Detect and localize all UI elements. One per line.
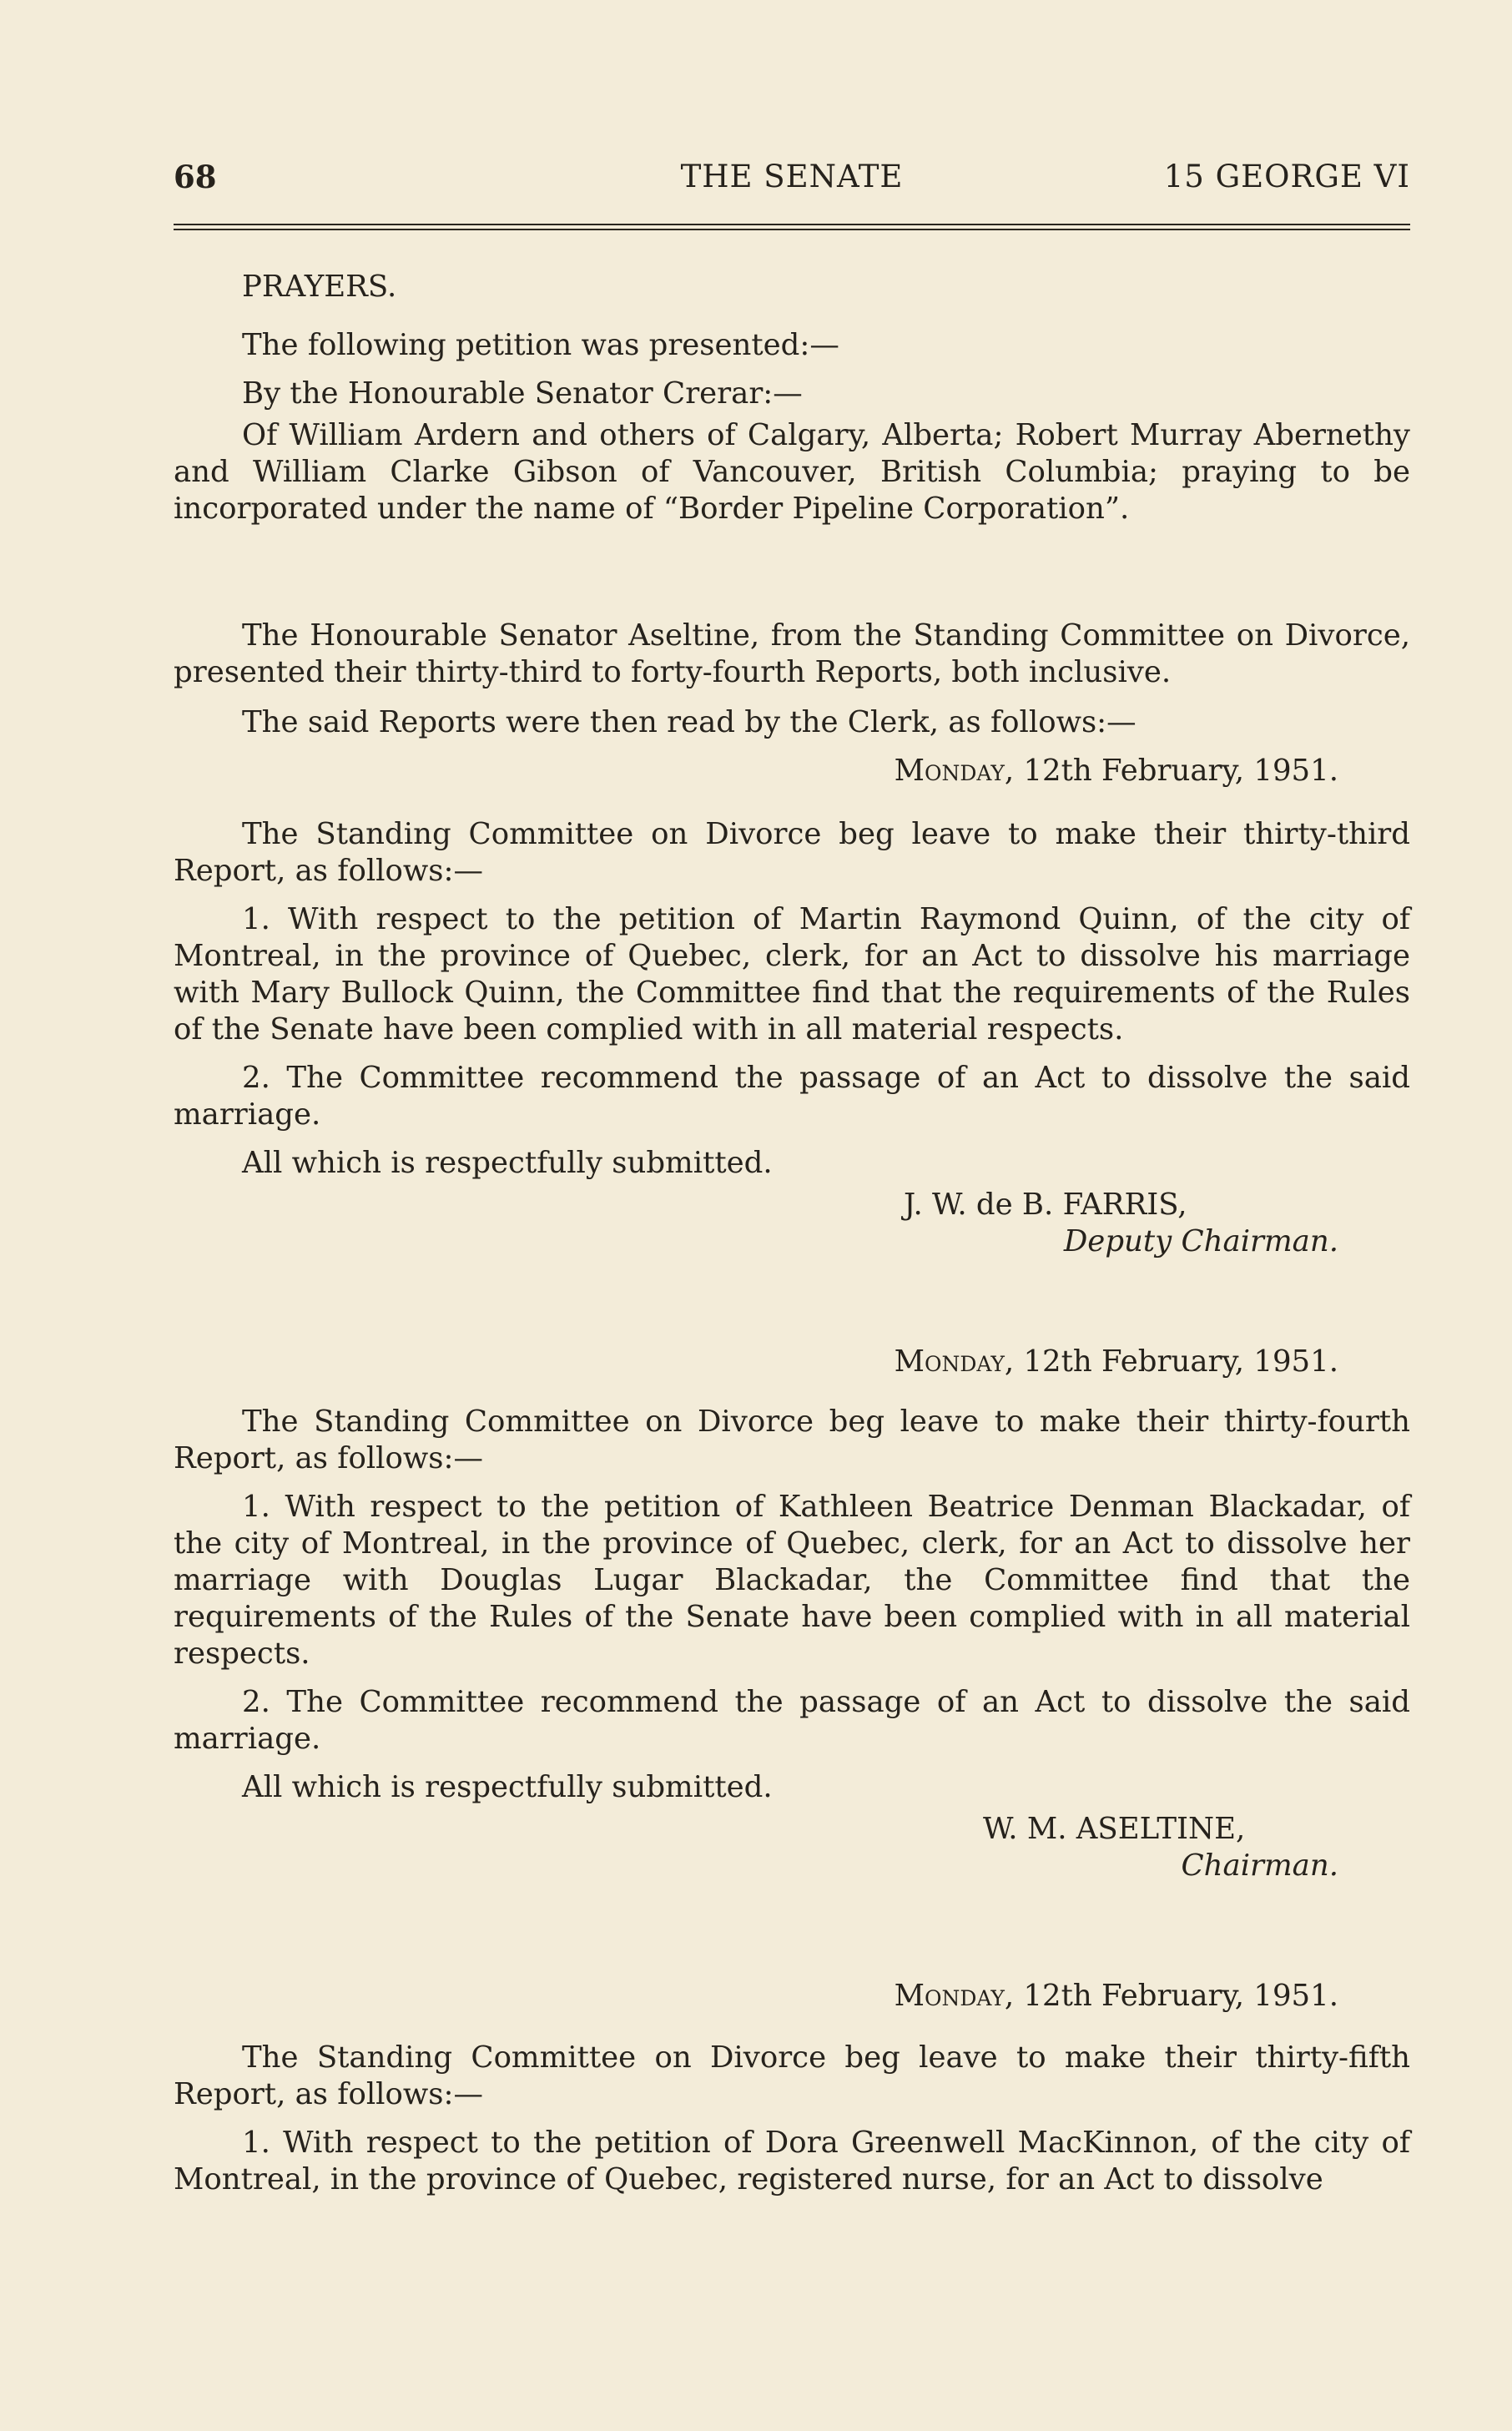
report-signatory: W. M. ASELTINE, bbox=[983, 1812, 1246, 1846]
running-header bbox=[174, 159, 1410, 195]
report-day: Monday bbox=[894, 754, 1005, 788]
report-date: , 12th February, 1951. bbox=[1004, 1344, 1338, 1379]
report-dateline bbox=[174, 753, 1410, 789]
report-item-2: 2. The Committee recommend the passage of an Act to dissolve the said marriage. bbox=[174, 1685, 1410, 1756]
prayers-heading: PRAYERS. bbox=[242, 270, 397, 304]
page-body bbox=[174, 269, 1410, 2198]
report-date: , 12th February, 1951. bbox=[1004, 1979, 1338, 2013]
petition-intro: The following petition was presented:— bbox=[242, 328, 839, 362]
report-item-1: 1. With respect to the petition of Martin Raymond Quinn, of the city of Montreal, in the province of Quebec, clerk, for an Act to dissolve his marriage with Mary Bullock Quinn, the Committee find that the requirements of the Rules of the Senate have been complied with in all material respects. bbox=[174, 902, 1410, 1047]
report-day: Monday bbox=[894, 1344, 1005, 1379]
report-item-2: 2. The Committee recommend the passage of an Act to dissolve the said marriage. bbox=[174, 1061, 1410, 1132]
page-number: 68 bbox=[174, 159, 217, 195]
report-dateline bbox=[174, 1344, 1410, 1380]
report-thirty-fourth bbox=[174, 1344, 1410, 1884]
report-intro: The Standing Committee on Divorce beg leave to make their thirty-fifth Report, as follows:— bbox=[174, 2040, 1410, 2111]
report-thirty-third bbox=[174, 753, 1410, 1260]
header-title: THE SENATE bbox=[680, 159, 904, 194]
regnal-year: 15 GEORGE VI bbox=[1163, 159, 1410, 194]
report-thirty-fifth bbox=[174, 1978, 1410, 2198]
report-signatory-role: Chairman. bbox=[1181, 1848, 1338, 1883]
report-day: Monday bbox=[894, 1979, 1005, 2013]
header-double-rule bbox=[174, 224, 1410, 230]
report-item-1: 1. With respect to the petition of Kathleen Beatrice Denman Blackadar, of the city of Montreal, in the province of Quebec, clerk, for an Act to dissolve her marriage with Douglas Lugar Blackadar, the Committee find that the requirements of the Rules of the Senate have been complied with in all material respects. bbox=[174, 1490, 1410, 1671]
report-date: , 12th February, 1951. bbox=[1004, 754, 1338, 788]
report-item-1: 1. With respect to the petition of Dora Greenwell MacKinnon, of the city of Montreal, in the province of Quebec, registered nurse, for an Act to dissolve bbox=[174, 2126, 1410, 2196]
report-intro: The Standing Committee on Divorce beg leave to make their thirty-fourth Report, as follows:— bbox=[174, 1405, 1410, 1475]
petition-text: Of William Ardern and others of Calgary, Alberta; Robert Murray Abernethy and William Clarke Gibson of Vancouver, British Columbia; praying to be incorporated under the name of “Border Pipeline Corporation”. bbox=[174, 418, 1410, 526]
report-submitted: All which is respectfully submitted. bbox=[242, 1770, 773, 1804]
petition-by: By the Honourable Senator Crerar:— bbox=[242, 376, 803, 411]
report-intro: The Standing Committee on Divorce beg leave to make their thirty-third Report, as follows:— bbox=[174, 817, 1410, 888]
reports-read: The said Reports were then read by the Clerk, as follows:— bbox=[242, 705, 1137, 739]
report-signatory: J. W. de B. FARRIS, bbox=[904, 1188, 1187, 1222]
report-signatory-role: Deputy Chairman. bbox=[1063, 1224, 1338, 1258]
report-submitted: All which is respectfully submitted. bbox=[242, 1146, 773, 1180]
report-dateline bbox=[174, 1978, 1410, 2015]
aseltine-presented: The Honourable Senator Aseltine, from the Standing Committee on Divorce, presented their thirty-third to forty-fourth Reports, both inclusive. bbox=[174, 618, 1410, 689]
